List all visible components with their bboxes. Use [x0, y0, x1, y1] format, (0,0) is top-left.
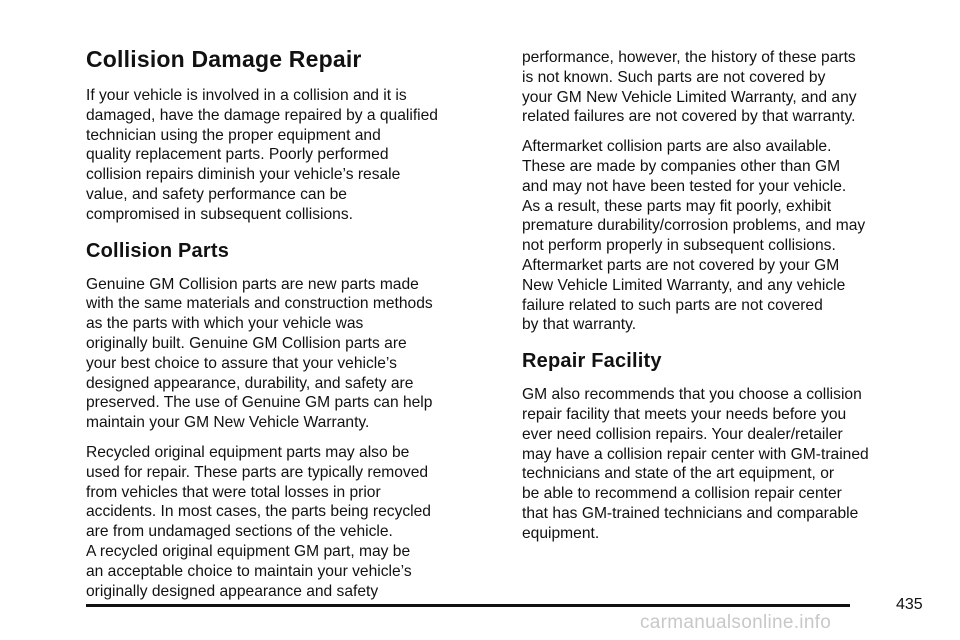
- recycled-parts-paragraph: Recycled original equipment parts may also be used for repair. These parts are typically removed from vehicles that were total losses in prior accidents. In most cases, the parts being recycled are from undamaged sections of the vehicle. A recycled original equipment GM part, may be an acceptable choice to maintain your vehicle’s originally designed appearance and safety: [86, 443, 431, 600]
- page-number: 435: [896, 596, 923, 613]
- aftermarket-parts-paragraph: Aftermarket collision parts are also available. These are made by companies other than GM and may not have been tested for your vehicle. As a result, these parts may fit poorly, exhibit premature durability/corrosion problems, and may not perform properly in subsequent collisions. Aftermarket parts are not covered by your GM New Vehicle Limited Warranty, and any vehicle failure related to such parts are not covered by that warranty.: [522, 138, 866, 334]
- repair-facility-paragraph: GM also recommends that you choose a collision repair facility that meets your needs before you ever need collision repairs. Your dealer/retailer may have a collision repair center with GM-trained technicians and state of the art equipment, or be able to recommend a collision repair center that has GM-trained technicians and comparable equipment.: [522, 386, 869, 542]
- watermark: carmanualsonline.info: [640, 612, 832, 633]
- left-column: [86, 44, 500, 611]
- page-title: Collision Damage Repair: [86, 46, 362, 72]
- intro-paragraph: If your vehicle is involved in a collision and it is damaged, have the damage repaired by a qualified technician using the proper equipment and quality replacement parts. Poorly performed collision repairs diminish your vehicle’s resale value, and safety performance can be compromised in subsequent collisions.: [86, 87, 438, 223]
- recycled-parts-continuation: performance, however, the history of these parts is not known. Such parts are not covered by your GM New Vehicle Limited Warranty, and any related failures are not covered by that warranty.: [522, 49, 857, 126]
- right-column: [522, 48, 938, 554]
- footer-rule: [86, 604, 850, 607]
- genuine-parts-paragraph: Genuine GM Collision parts are new parts made with the same materials and construction methods as the parts with which your vehicle was originally built. Genuine GM Collision parts are your best choice to assure that your vehicle’s designed appearance, durability, and safety are preserved. The use of Genuine GM parts can help maintain your GM New Vehicle Warranty.: [86, 275, 433, 432]
- repair-facility-heading: Repair Facility: [522, 350, 662, 373]
- collision-parts-heading: Collision Parts: [86, 239, 230, 262]
